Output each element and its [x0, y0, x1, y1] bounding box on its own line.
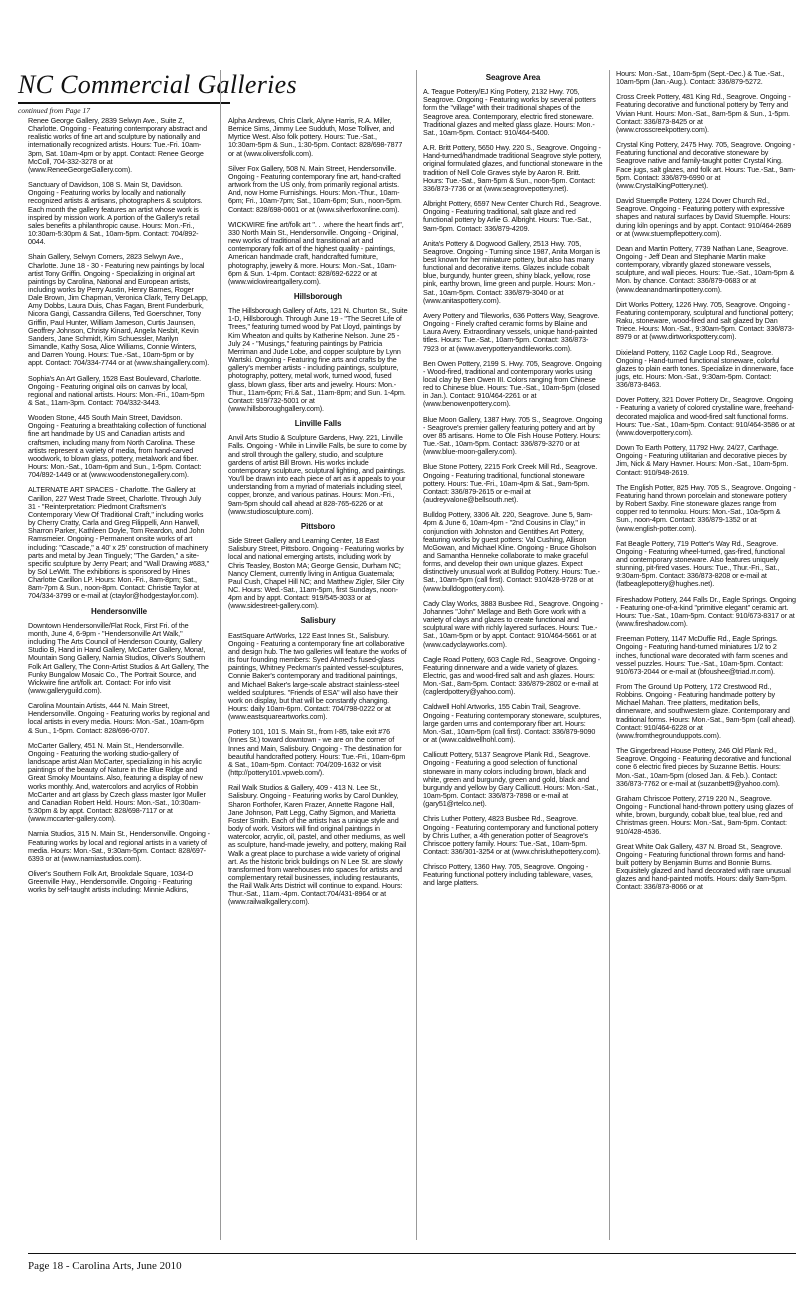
gallery-listing: ALTERNATE ART SPACES - Charlotte. The Gallery at Carillon, 227 West Trade Street, Charlotte. Through July 31 - "Reinterpretation: Piedmont Craftsmen's Contemporary View Of Traditional Craft," including works by Cherry Cratty, Carla and Greg Filippelli, Ann Harwell, Sharron Parker, Kathleen Doyle, Tom Reardon, and John Ramsmeier. Ongoing - Permanent onsite works of art including: "Cascade," a 40' x 25' construction of machinery parts and metal by Jean Tinguely; "The Garden," a site-specific sculpture by Jerry Peart; and "Wall Drawing #683," by Sol LeWitt. The exhibitions is sponsored by Hines Charlotte Carillon LP. Hours: Mon.-Fri., 8am-8pm; Sat., 8am-7pm & Sun., noon-8pm. Contact: Christie Taylor at 704/334-3799 or e-mail at (ctaylor@hodgestaylor.com). [28, 485, 210, 601]
title-rule [18, 102, 230, 104]
gallery-listing: A. Teague Pottery/EJ King Pottery, 2132 Hwy. 705, Seagrove. Ongoing - Featuring works by several potters form the "village" with their traditional shapes of the Seagrove area. Contemporary, electric fired stoneware. Traditional glazes and melted glass glaze. Hours: Mon.-Sat., 10am-5pm. Contact: 910/464-5400. [423, 87, 596, 137]
gallery-listing: Chrisco Pottery, 1360 Hwy. 705, Seagrove. Ongoing - Featuring functional pottery including tableware, vases, and large platters. [423, 862, 593, 888]
gallery-listing: Caldwell Hohl Artworks, 155 Cabin Trail, Seagrove. Ongoing - Featuring contemporary stoneware, sculptures, large garden urns and contemporary fiber art. Hours: Mon.-Sat., 10am-5pm (call first). Contact: 336/879-9090 or at (www.caldwellhohl.com). [423, 702, 602, 745]
section-heading: Linville Falls [294, 419, 342, 429]
gallery-listing: Dirt Works Pottery, 1226 Hwy. 705, Seagrove. Ongoing - Featuring contemporary, sculptural and functional pottery; Raku, stoneware, wood-fired and salt glazed by Dan Triece. Hours: Mon.-Sat., 9:30am-5pm. Contact: 336/873-8979 or at (www.dirtworkspottery.com). [616, 299, 794, 342]
gallery-listing: Blue Moon Gallery, 1387 Hwy. 705 S., Seagrove. Ongoing - Seagrove's premier gallery featuring pottery and art by over 85 artisans. Home to Ole Fish House Pottery. Hours: Tue.-Sat., 10am-5pm. Contact: 336/879-3270 or at (www.blue-moon-gallery.com). [423, 414, 603, 457]
gallery-listing: Side Street Gallery and Learning Center, 18 East Salisbury Street, Pittsboro. Ongoing - Featuring works by local and national emerging artists, including work by Chris Teasley, Boston MA; George Gensic, Durham NC; Nancy Clement, currently living in Antigua Guatemala; Paul Cush, Chapel Hill NC; and Matthew Zigler, Siler City NC. Hours: Wed.-Sat., 11am-5pm, first Sundays, noon-4pm and by appt. Contact: 919/545-3033 or at (www.sidestreet-gallery.com). [228, 536, 405, 611]
gallery-listing: Cross Creek Pottery, 481 King Rd., Seagrove. Ongoing - Featuring decorative and functional pottery by Terry and Vivian Hunt. Hours: Mon.-Sat., 8am-5pm & Sun., 1-5pm. Contact: 336/873-8425 or at (www.crosscreekpottery.com). [616, 92, 791, 134]
gallery-listing: Shain Gallery, Selwyn Corners, 2823 Selwyn Ave., Charlotte. June 18 - 30 - Featuring new paintings by local artist Tony Griffin. Ongoing - Specializing in original art paintings by Carolina, National and European artists, including works by Perry Austin, Henry Barnes, Roger Dale Brown, Jim Chapman, Veronica Clark, Terry DeLapp, Amy Dobbs, Laura Duis, Chas Fagan, Brent Funderburk, Nicora Gangi, Cassandra Gillens, Ted Goerschner, Tony Griffin, Paul Hunter, William Jameson, Curtis Jaunsen, Geoffrey Johnson, Christy Kinard, Angela Nesbit, Kevin Sanders, Jane Schmidt, Kim Schuessler, Marilyn Simandle, Kathy Sosa, Alice Williams, Connie Winters, and Darren Young. Hours: Tue.-Sat., 10am-5pm or by appt. Contact: 704/334-7744 or at (www.shaingallery.com). [28, 252, 210, 368]
gallery-listing: Fireshadow Pottery, 244 Falls Dr., Eagle Springs. Ongoing - Featuring one-of-a-kind "primitive elegant" ceramic art. Hours: Tue.-Sat., 10am-5pm. Contact: 910/673-8317 or at (www.fireshadow.com). [616, 594, 796, 629]
gallery-listing: Callicutt Pottery, 5137 Seagrove Plank Rd., Seagrove. Ongoing - Featuring a good selection of functional stoneware in many colors including brown, black and white, green and burgundy, green and gold, black and burgundy and yellow by Gary Callicutt. Hours: Mon.-Sat., 10am-5pm. Contact: 336/873-7898 or e-mail at (gary51@rtelco.net). [423, 750, 599, 809]
masthead [18, 70, 297, 115]
gallery-listing: Wooden Stone, 445 South Main Street, Davidson. Ongoing - Featuring a breathtaking collection of functional fine art handmade by US and Canadian artists and craftsmen, including many from North Carolina. These artists represent a variety of media, from hand-carved woodwork, to blown glass, pottery, metalwork and fiber. Hours: Mon.-Sat., 10am-6pm and Sun., 1-5pm. Contact: 704/892-1449 or at (www.woodenstonegallery.com). [28, 413, 207, 480]
gallery-listing: Graham Chriscoe Pottery, 2719 220 N., Seagrove. Ongoing - Functional hand-thrown pottery using glazes of white, brown, burgundy, cobalt blue, teal blue, red and Christmas green. Hours: Mon.-Sat., 9am-5pm. Contact: 910/428-4536. [616, 793, 793, 836]
gallery-listing: EastSquare ArtWorks, 122 East Innes St., Salisbury. Ongoing - Featuring a contemporary fine art collaborative and design hub. The two galleries will feature the works of its four founding members: Syed Ahmed's fused-glass paintings, Whitney Peckman's painted vessel-sculptures, Connie Baker's contemporary and traditional paintings, and Michael Baker's large-scale abstract stainless-steel welded sculptures. "Friends of ESA" will also have their work on display, but that will be constantly changing. Hours: daily 10am-6pm. Contact: 704/798-0222 or at (www.eastsquareartworks.com). [228, 630, 407, 722]
gallery-listing: Albright Pottery, 6597 New Center Church Rd., Seagrove. Ongoing - Featuring traditional, salt glaze and red functional pottery by Arlie G. Albright. Hours: Tue.-Sat., 9am-5pm. Contact: 336/879-4209. [423, 199, 602, 233]
page-title: NC Commercial Galleries [18, 70, 297, 99]
gallery-listing: Sophia's An Art Gallery, 1528 East Boulevard, Charlotte. Ongoing - Featuring original oils on canvas by local, regional and national artists. Hours: Mon.-Fri., 10am-5pm & Sat., 11am-3pm. Contact: 704/332-3443. [28, 373, 205, 407]
gallery-listing: The English Potter, 825 Hwy. 705 S., Seagrove. Ongoing - Featuring hand thrown porcelain and stoneware pottery by Robert Saxby. Fine stoneware glazes range from copper red to tenmoku. Hours: Mon.-Sat., 10a-5pm & Sun., noon-4pm. Contact: 336/879-1352 or at (www.english-potter.com). [616, 482, 796, 533]
column-divider [416, 70, 417, 1240]
gallery-listing: Blue Stone Pottery, 2215 Fork Creek Mill Rd., Seagrove. Ongoing - Featuring traditional, functional stoneware pottery. Hours: Tue.-Fri., 10am-4pm & Sat., 9am-5pm. Contact: 336/879-2615 or e-mail at (audreyvalone@bellsouth.net). [423, 462, 598, 505]
gallery-listing: Dean and Martin Pottery, 7739 Nathan Lane, Seagrove. Ongoing - Jeff Dean and Stephanie Martin make contemporary, vibrantly glazed stoneware vessels, sculpture, and wall pieces. Hours: Tue.-Sat., 10am-5pm & Mon. by chance. Contact: 336/879-0683 or at (www.deanandmartinpottery.com). [616, 243, 795, 294]
column-2 [228, 117, 408, 914]
gallery-listing: Avery Pottery and Tileworks, 636 Potters Way, Seagrove. Ongoing - Finely crafted ceramic forms by Blaine and Laura Avery. Extraordinary vessels, unique hand-painted titles. Hours: Tue.-Sat., 10am-5pm. Contact: 336/873-7923 or at (www.averypotteryandtileworks.com). [423, 310, 600, 353]
gallery-listing: Narnia Studios, 315 N. Main St., Hendersonville. Ongoing - Featuring works by local and regional artists in a variety of media. Hours: Mon.-Sat., 9:30am-5pm. Contact: 828/697-6393 or at (www.narniastudios.com). [28, 829, 210, 863]
gallery-listing: The Hillsborough Gallery of Arts, 121 N. Churton St., Suite 1-D, Hillsborough. Through June 19 - "The Secret Life of Trees," featuring turned wood by Pat Lloyd, paintings by Kim Wheaton and quilts by Katherine Nelson. June 25 - July 24 - "Musings," featuring paintings by Patricia Merriman and Jude Lobe, and copper sculpture by Lynn Wartski. Ongoing - Featuring fine arts and crafts by the gallery's member artists - including paintings, sculpture, photography, pottery, metal work, turned wood, fused glass, blown glass, fiber arts and jewelry. Hours: Mon.-Thur., 11am-6pm; Fri.& Sat., 11am-8pm; and Sun. 1-4pm. Contact: 919/732-5001 or at (www.hillsboroughgallery.com). [228, 306, 408, 413]
column-3 [423, 70, 603, 895]
section-heading: Salisbury [300, 616, 336, 626]
section-heading: Seagrove Area [485, 73, 541, 82]
gallery-listing: Carolina Mountain Artists, 444 N. Main Street, Hendersonville. Ongoing - Featuring works by regional and local artists in every media. Hours: Mon.-Sat., 10am-6pm & Sun., 1-5pm. Contact: 828/696-0707. [28, 701, 210, 735]
gallery-listing: Cagle Road Pottery, 603 Cagle Rd., Seagrove. Ongoing - Featuring dinnerware and a wide variety of glazes. Electric, gas and wood-fired salt and ash glazes. Hours: Mon.-Sat., 8am-5pm. Contact: 336/879-2802 or e-mail at (caglerdpottery@yahoo.com). [423, 654, 601, 697]
gallery-listing: David Stuempfle Pottery, 1224 Dover Church Rd., Seagrove. Ongoing - Featuring pottery with expressive shapes and natural surfaces by David Stuempfle. Hours: during kiln openings and by appt. Contact: 910/464-2689 or at (www.stuempflepottery.com). [616, 196, 792, 238]
column-divider [220, 70, 221, 1240]
gallery-listing: Cady Clay Works, 3883 Busbee Rd., Seagrove. Ongoing - Johannes "John" Mellage and Beth Gore work with a variety of clays and glazes to create functional and sculptural ware with richly layered surfaces. Hours: Tue.-Sat., 10am-5pm or by appt. Contact: 910/464-5661 or at (www.cadyclayworks.com). [423, 598, 603, 649]
column-divider [609, 70, 610, 1240]
footer-rule [28, 1253, 796, 1254]
column-1 [28, 117, 210, 901]
gallery-listing: From The Ground Up Pottery, 172 Crestwood Rd., Robbins. Ongoing - Featuring handmade pottery by Michael Mahan. Tree platters, meditation bells, dinnerware, and southwestern glaze. Contemporary and traditional forms. Hours: Mon.-Sat., 9am-5pm (call ahead). Contact: 910/464-6228 or at (www.fromthegrounduppots.com). [616, 682, 796, 740]
gallery-listing: Dover Pottery, 321 Dover Pottery Dr., Seagrove. Ongoing - Featuring a variety of colored crystalline ware, freehand-decorated majolica and wood-fired salt functional forms. Hours: Tue.-Sat., 10am-5pm. Contact: 910/464-3586 or at (www.doverpottery.com). [616, 395, 795, 437]
gallery-listing: Fat Beagle Pottery, 719 Potter's Way Rd., Seagrove. Ongoing - Featuring wheel-turned, gas-fired, functional and contemporary stoneware. Also features uniquely stunning, pit-fired vases. Hours: Tue., Thur.-Fri., Sat., 9:30am-5pm. Contact: 336/873-8208 or e-mail at (fatbeaglepottery@hughes.net). [616, 538, 785, 589]
gallery-listing: Ben Owen Pottery, 2199 S. Hwy. 705, Seagrove. Ongoing - Wood-fired, traditional and contemporary works using local clay by Ben Owen III. Colors ranging from Chinese red to Chinese blue. Hours: Tue.-Sat., 10am-5pm (closed in Jan.). Contact: 910/464-2261 or at (www.benowenpottery.com). [423, 358, 602, 409]
section-heading: Hendersonville [91, 606, 147, 616]
gallery-listing: Anvil Arts Studio & Sculpture Gardens, Hwy. 221, Linville Falls. Ongoing - While in Linville Falls, be sure to come by and stroll through the gallery, studio, and sculpture gardens of artist Bill Brown. His works include contemporary sculpture, sculptural lighting, and paintings. You'll be drawn into each piece of art as it appeals to your understanding from a myriad of materials including steel, copper, bronze, and various patinas. Hours: Mon.-Fri., 9am-5pm should call ahead at 828-765-6226 or at (www.studiosculpture.com). [228, 433, 407, 516]
gallery-listing: Oliver's Southern Folk Art, Brookdale Square, 1034-D Greenville Hwy., Hendersonville. Ongoing - Featuring works by self-taught artists including: Minnie Adkins, [28, 868, 194, 895]
gallery-listing: Chris Luther Pottery, 4823 Busbee Rd., Seagrove. Ongoing - Featuring contemporary and functional pottery by Chris Luther, a 4th generation potter of Seagrove's Chriscoe pottery family. Hours: Tue.-Sat., 10am-5pm. Contact: 336/301-3254 or at (www.chrisluthepottery.com). [423, 814, 601, 856]
continued-note: continued from Page 17 [18, 106, 91, 115]
gallery-listing: Down To Earth Pottery, 11792 Hwy. 24/27, Carthage. Ongoing - Featuring utilitarian and decorative pieces by Jim, Nick & Mary Havner. Hours: Mon.-Sat., 10am-5pm. Contact: 910/948-2619. [616, 443, 789, 477]
gallery-listing: Downtown Hendersonville/Flat Rock, First Fri. of the month, June 4, 6-9pm - "Hendersonville Art Walk," including The Arts Council of Henderson County, Gallery Studio B, Hand in Hand Gallery, McCarter Gallery, Mona!, Mountain Song Gallery, Narnia Studios, Oliver's Southern Folk Art Gallery, The Conn-Artist Studios & Art Gallery, The Funky Bungalow Mosaic Co., The Portrait Source, and Wickwire fine art/folk art. Contact: For info visit (www.galleryguild.com). [28, 620, 209, 695]
gallery-listing: WICKWIRE fine art/folk art ". . .where the heart finds art", 330 North Main St., Hendersonville. Ongoing - Original, new works of traditional and transitional art and contemporary folk art of the highest quality - paintings, American handmade craft, handcrafted furniture, photography, jewelry & more. Hours: Mon.-Sat., 10am-6pm & Sun. 1-4pm. Contact: 828/692-6222 or at (www.wickwireartgallery.com). [228, 219, 404, 286]
gallery-listing: Bulldog Pottery, 3306 Alt. 220, Seagrove. June 5, 9am-4pm & June 6, 10am-4pm - "2nd Cousins in Clay," in conjunction with Johnston and Gentithes Art Pottery, featuring works by guest potters: Val Cushing, Allison McGowan, and Michael Kline. Ongoing - Bruce Gholson and Samantha Henneke collaborate to make graceful forms, and develop their own unique glazes. Expect distinctively unusual work at Bulldog Pottery. Hours: Tue.-Sat., 10am-5pm (call first). Contact: 910/428-9728 or at (www.bulldogpottery.com). [423, 510, 600, 593]
gallery-listing: A.R. Britt Pottery, 5650 Hwy. 220 S., Seagrove. Ongoing - Hand-turned/handmade traditional Seagrove style pottery, original formulated glazes, and functional stoneware in the tradition of Nell Cole Graves style by Aaron R. Britt. Hours: Tue.-Sat., 9am-5pm & Sun., noon-5pm. Contact: 336/873-7736 or at (www.seagrovepottery.net). [423, 143, 603, 193]
gallery-listing: Silver Fox Gallery, 508 N. Main Street, Hendersonville. Ongoing - Featuring contemporary fine art, hand-crafted artwork from the US only, from primarily regional artists. And, now Home Furnishings. Hours: Mon.-Thur., 10am-6pm; Fri., 10am-7pm; Sat., 10am-6pm; Sun., noon-5pm. Contact: 828/698-0601 or at (www.silverfoxonline.com). [228, 163, 402, 214]
newspaper-page [18, 22, 796, 1280]
gallery-listing: Hours: Mon.-Sat., 10am-5pm (Sept.-Dec.) & Tue.-Sat., 10am-5pm (Jan.-Aug.). Contact: 336/879-5272. [616, 69, 785, 87]
page-footer: Page 18 - Carolina Arts, June 2010 [28, 1260, 182, 1272]
gallery-listing: Great White Oak Gallery, 437 N. Broad St., Seagrove. Ongoing - Featuring functional thrown forms and hand-built pottery by Benjamin Burns and Bonnie Burns. Exquisitely glazed and hand decorated with rare unusual glazes and hand-painted motifs. Hours: daily 9am-5pm. Contact: 336/873-8066 or at [616, 841, 791, 892]
gallery-listing: The Gingerbread House Pottery, 246 Old Plank Rd., Seagrove. Ongoing - Featuring decorative and functional cone 6 electric fired pieces by Suzanne Bettis. Hours: Mon.-Sat., 10am-5pm (closed Jan. & Feb.). Contact: 336/873-7762 or e-mail at (suzanbett9@yahoo.com). [616, 746, 792, 788]
gallery-listing: Sanctuary of Davidson, 108 S. Main St, Davidson. Ongoing - Featuring works by locally and nationally recognized artists & artisans, photographers & sculptors. Each month the gallery features an artist whose work is inspired by mission work. A portion of the Gallery's retail sales benefits a philanthropic cause. Hours: Mon.-Fri., 10:30am-5:30pm & Sat., 10am-5pm. Contact: 704/892-0044. [28, 180, 203, 247]
gallery-listing: Alpha Andrews, Chris Clark, Alyne Harris, R.A. Miller, Bernice Sims, Jimmy Lee Sudduth, Mose Tolliver, and Myrtice West. Also folk pottery. Hours: Tue.-Sat., 10:30am-5pm & Sun., 1:30-5pm. Contact: 828/698-7877 or at (www.oliversfolk.com). [228, 116, 403, 158]
column-4 [616, 70, 796, 899]
gallery-listing: Freeman Pottery, 1147 McDuffie Rd., Eagle Springs. Ongoing - Featuring hand-turned miniatures 1/2 to 2 inches, functional ware decorated with farm scenes and vessel puzzles. Hours: Tue.-Sat., 10am-5pm. Contact: 910/673-2044 or e-mail at (bfoushee@triad.rr.com). [616, 634, 788, 676]
gallery-listing: Renee George Gallery, 2839 Selwyn Ave., Suite Z, Charlotte. Ongoing - Featuring contemporary abstract and realistic works of fine art and sculpture by nationally and internationally recognized artists. Hours: Tue.-Fri. 10am-3pm, Sat. 10am-4pm or by appt. Contact: Renee George McColl, 704-332-3278 or at (www.ReneeGeorgeGallery.com). [28, 116, 207, 174]
gallery-listing: Dixieland Pottery, 1162 Cagle Loop Rd., Seagrove. Ongoing - Hand-turned functional stoneware, colorful glazes to plain earth tones. Specialize in dinnerware, face jugs, etc. Hours: Mon.-Sat., 9:30am-5pm. Contact: 336/873-8463. [616, 347, 794, 390]
section-heading: Hillsborough [293, 291, 343, 301]
section-heading: Pittsboro [300, 521, 336, 531]
gallery-listing: Anita's Pottery & Dogwood Gallery, 2513 Hwy. 705, Seagrove. Ongoing - Turning since 1987, Anita Morgan is best known for her miniature pottery, but also has many functional and decorative items. Glazes include cobalt blue, burgundy, hunter green, shiny black, yellow, rose pink, earthy brown, lime green and purple. Hours: Mon.-Sat., 10am-5pm. Contact: 336/879-3040 or at (www.anitaspottery.com). [423, 238, 601, 305]
gallery-listing: Pottery 101, 101 S. Main St., from I-85, take exit #76 (Innes St.) toward downtown - we are on the corner of Innes and Main, Salisbury. Ongoing - The destination for beautiful handcrafted pottery. Hours: Tue.-Fri., 10am-6pm & Sat., 10am-5pm. Contact: 704/209-1632 or visit (http://pottery101.vpweb.com/). [228, 727, 406, 778]
gallery-listing: McCarter Gallery, 451 N. Main St., Hendersonville. Ongoing - Featuring the working studio-gallery of landscape artist Alan McCarter, specializing in his acrylic paintings of the beauty of Nature in the Blue Ridge and Great Smoky Mountains. Also, featuring a display of new works monthly. And, watercolors and acrylics of Robbin McCarter and art glass by Czech glass master Igor Muller and Canadian Robert Held. Hours: Mon.-Sat., 10:30am-5:30pm & by appt. Contact: 828/698-7117 or at (www.mccarter-gallery.com). [28, 740, 206, 824]
gallery-listing: Crystal King Pottery, 2475 Hwy. 705, Seagrove. Ongoing - Featuring functional and decorative stoneware by Seagrove native and family-taught potter Crystal King. Face jugs, salt glazes, and folk art. Hours: Tue.-Sat., 9am-5pm. Contact: 336/879-6990 or at (www.CrystalKingPottery.net). [616, 140, 796, 190]
gallery-listing: Rail Walk Studios & Gallery, 409 - 413 N. Lee St., Salisbury. Ongoing - Featuring works by Carol Dunkley, Sharon Forthofer, Karen Frazer, Annette Ragone Hall, Jane Johnson, Patt Legg, Cathy Sigmon, and Marietta Foster Smith. Each of the artists has a unique style and body of work. Visitors will find original paintings in watercolor, acrylic, oil, pastel, and other mediums, as well as sculpture, hand-made jewelry, and pottery, making Rail Walk a great place to purchase a wide variety of original art. As the historic brick buildings on N Lee St. are slowly transformed from warehouses into spaces for artists and complementary retail businesses, including restaurants, the Rail Walk Arts District will continue to expand. Hours: Thur.-Sat., 11am.-4pm. Contact:704/431-8964 or at (www.railwalkgallery.com). [228, 783, 407, 907]
